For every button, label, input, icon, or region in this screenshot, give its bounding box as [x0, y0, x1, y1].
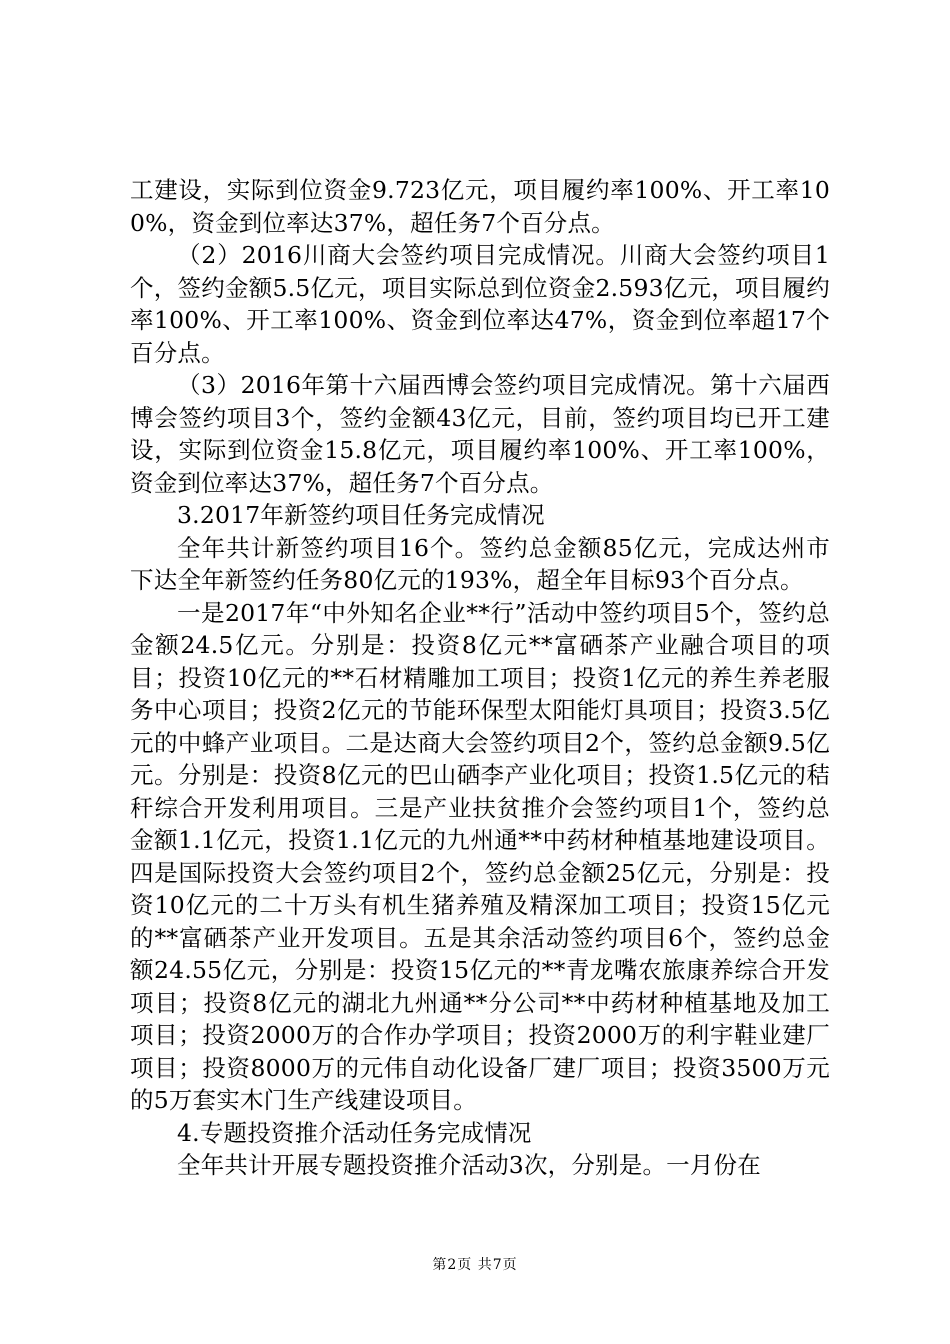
paragraph-continuation: 工建设，实际到位资金9.723亿元，项目履约率100%、开工率100%，资金到位率达37%，超任务7个百分点。 — [130, 176, 830, 237]
section-heading-investment-promotion: 4.专题投资推介活动任务完成情况 — [177, 1118, 532, 1147]
paragraph-promotion-intro: 全年共计开展专题投资推介活动3次，分别是。一月份在 — [177, 1151, 761, 1179]
document-body — [130, 174, 830, 1182]
page-footer: 第2页 共7页 — [432, 1257, 518, 1273]
paragraph-2017-summary: 全年共计新签约项目16个。签约总金额85亿元，完成达州市下达全年新签约任务80亿元的193%，超全年目标93个百分点。 — [130, 533, 830, 594]
paragraph-2017-details: 一是2017年“中外知名企业**行”活动中签约项目5个，签约总金额24.5亿元。分别是：投资8亿元**富硒茶产业融合项目的项目；投资10亿元的**石材精雕加工项目；投资1亿元的养生养老服务中心项目；投资2亿元的节能环保型太阳能灯具项目；投资3.5亿元的中蜂产业项目。二是达商大会签约项目2个，签约总金额9.5亿元。分别是：投资8亿元的巴山硒李产业化项目；投资1.5亿元的秸秆综合开发利用项目。三是产业扶贫推介会签约项目1个，签约总金额1.1亿元，投资1.1亿元的九州通**中药材种植基地建设项目。四是国际投资大会签约项目2个，签约总金额25亿元，分别是：投资10亿元的二十万头有机生猪养殖及精深加工项目；投资15亿元的**富硒茶产业开发项目。五是其余活动签约项目6个，签约总金额24.55亿元，分别是：投资15亿元的**青龙嘴农旅康养综合开发项目；投资8亿元的湖北九州通**分公司**中药材种植基地及加工项目；投资2000万的合作办学项目；投资2000万的利宇鞋业建厂项目；投资8000万的元伟自动化设备厂建厂项目；投资3500万元的5万套实木门生产线建设项目。 — [130, 598, 830, 1114]
paragraph-chuanshang-summit: （2）2016川商大会签约项目完成情况。川商大会签约项目1个，签约金额5.5亿元，项目实际总到位资金2.593亿元，项目履约率100%、开工率100%、资金到位率达47%，资金到位率超17个百分点。 — [130, 241, 830, 367]
paragraph-xibo-expo: （3）2016年第十六届西博会签约项目完成情况。第十六届西博会签约项目3个，签约金额43亿元，目前，签约项目均已开工建设，实际到位资金15.8亿元，项目履约率100%、开工率100%，资金到位率达37%，超任务7个百分点。 — [130, 371, 830, 497]
section-heading-2017-new-projects: 3.2017年新签约项目任务完成情况 — [177, 501, 545, 529]
